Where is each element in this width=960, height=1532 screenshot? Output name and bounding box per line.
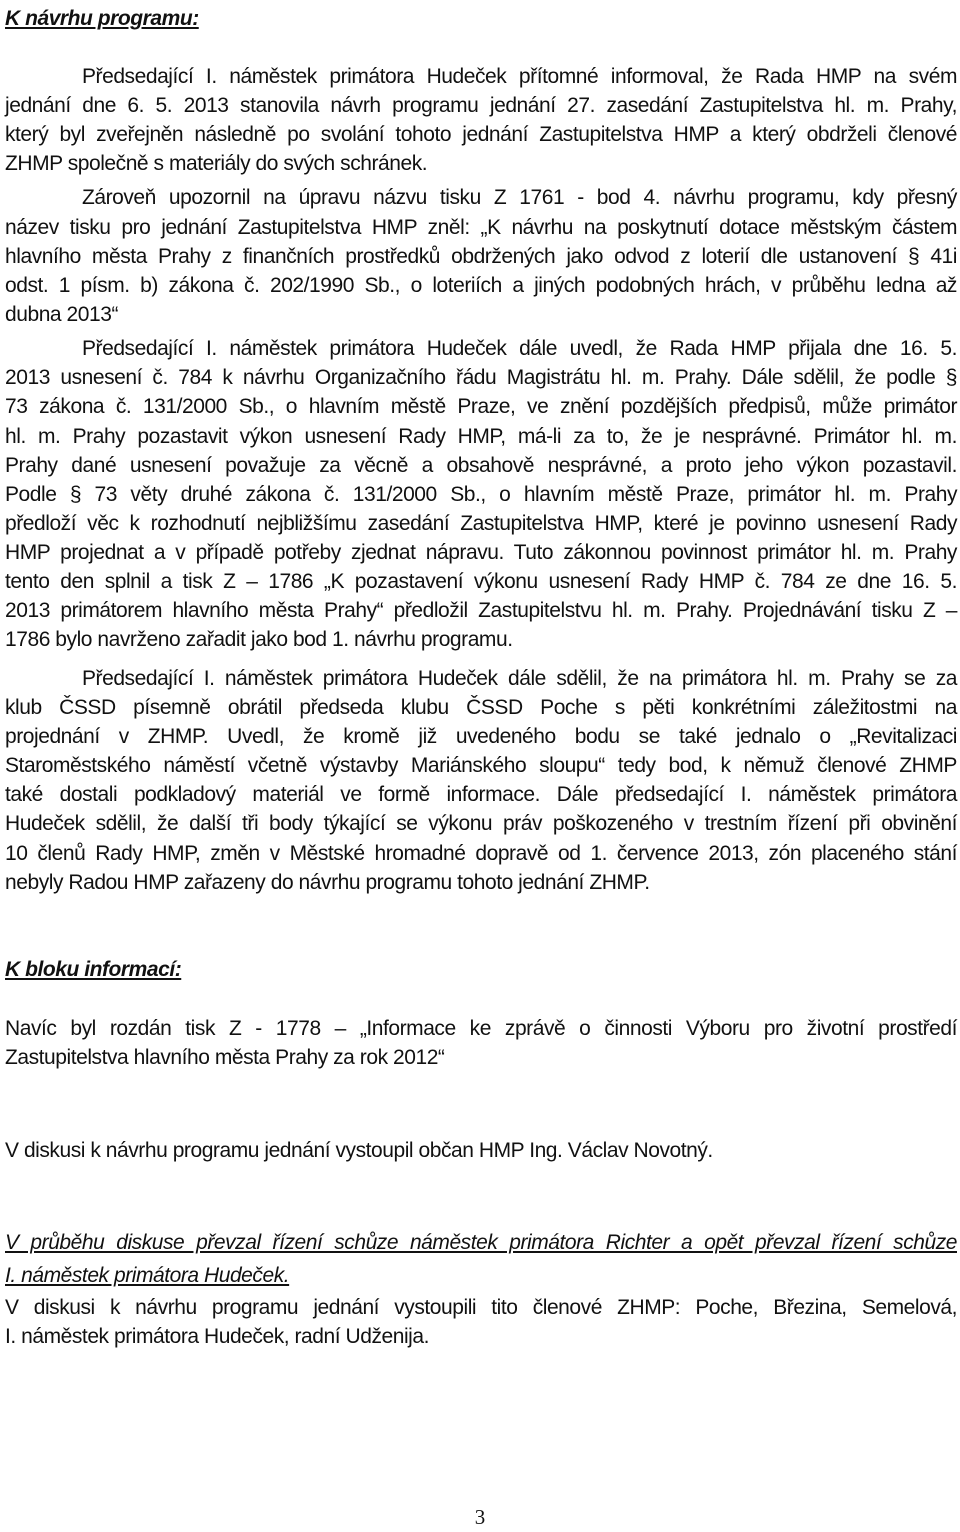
- paragraph-line: předloží věc k rozhodnutí nejbližšímu zasedání Zastupitelstva HMP, které je povinno usnesení Rady: [5, 512, 957, 535]
- paragraph-line: Podle § 73 věty druhé zákona č. 131/2000 Sb., o hlavním městě Praze, primátor hl. m. Prahy: [5, 483, 957, 506]
- section-heading-program: K návrhu programu:: [5, 7, 199, 30]
- paragraph-line: Navíc byl rozdán tisk Z - 1778 – „Informace ke zprávě o činnosti Výboru pro životní prostředí: [5, 1017, 957, 1040]
- paragraph-line: nebyly Radou HMP zařazeny do návrhu programu tohoto jednání ZHMP.: [5, 871, 650, 894]
- paragraph-line: Předsedající I. náměstek primátora Hudeček dále sdělil, že na primátora hl. m. Prahy se za: [82, 667, 957, 690]
- paragraph-line: Předsedající I. náměstek primátora Hudeček dále uvedl, že Rada HMP přijala dne 16. 5.: [82, 337, 957, 360]
- paragraph-line: jednání dne 6. 5. 2013 stanovila návrh programu jednání 27. zasedání Zastupitelstva hl. m. Prahy,: [5, 94, 957, 117]
- paragraph-line: Prahy dané usnesení považuje za věcně a obsahově nesprávné, a proto jeho výkon pozastavil.: [5, 454, 957, 477]
- discussion-line: V diskusi k návrhu programu jednání vystoupil občan HMP Ing. Václav Novotný.: [5, 1139, 713, 1162]
- paragraph-line: projednání v ZHMP. Uvedl, že kromě již uvedeného bodu se také jednalo o „Revitalizaci: [5, 725, 957, 748]
- paragraph-line: odst. 1 písm. b) zákona č. 202/1990 Sb., o loteriích a jiných podobných hrách, v průběhu ledna až: [5, 274, 957, 297]
- speakers-line: V diskusi k návrhu programu jednání vystoupili tito členové ZHMP: Poche, Březina, Semelová,: [5, 1296, 957, 1319]
- section-heading-information: K bloku informací:: [5, 958, 182, 981]
- paragraph-line: Hudeček sdělil, že další tři body týkající se výkonu práv poškozeného v trestním řízení při obvinění: [5, 812, 957, 835]
- paragraph-line: Staroměstského náměstí včetně výstavby Mariánského sloupu“ tedy bod, k němuž členové ZHMP: [5, 754, 957, 777]
- chair-change-note: V průběhu diskuse převzal řízení schůze náměstek primátora Richter a opět převzal řízení schůze: [5, 1231, 957, 1254]
- paragraph-line: hlavního města Prahy z finančních prostředků obdržených jako odvod z loterií dle ustanovení § 41i: [5, 245, 957, 268]
- paragraph-line: Zastupitelstva hlavního města Prahy za rok 2012“: [5, 1046, 445, 1069]
- paragraph-line: Předsedající I. náměstek primátora Hudeček přítomné informoval, že Rada HMP na svém: [82, 65, 957, 88]
- paragraph-line: 10 členů Rady HMP, změn v Městské hromadné dopravě od 1. července 2013, zón placeného stání: [5, 842, 957, 865]
- page-number: 3: [474, 1505, 486, 1529]
- paragraph-line: ZHMP společně s materiály do svých schránek.: [5, 152, 428, 175]
- paragraph-line: který byl zveřejněn následně po svolání tohoto jednání Zastupitelstva HMP a který obdrželi členové: [5, 123, 957, 146]
- paragraph-line: název tisku pro jednání Zastupitelstva HMP zněl: „K návrhu na poskytnutí dotace městským částem: [5, 216, 957, 239]
- chair-change-note: I. náměstek primátora Hudeček.: [5, 1264, 290, 1287]
- paragraph-line: tento den splnil a tisk Z – 1786 „K pozastavení výkonu usnesení Rady HMP č. 784 ze dne 16. 5.: [5, 570, 957, 593]
- paragraph-line: Zároveň upozornil na úpravu názvu tisku Z 1761 - bod 4. návrhu programu, kdy přesný: [82, 186, 957, 209]
- paragraph-line: hl. m. Prahy pozastavit výkon usnesení Rady HMP, má-li za to, že je nesprávné. Primátor hl. m.: [5, 425, 957, 448]
- paragraph-line: 2013 usnesení č. 784 k návrhu Organizačního řádu Magistrátu hl. m. Prahy. Dále sdělil, že podle §: [5, 366, 957, 389]
- paragraph-line: 2013 primátorem hlavního města Prahy“ předložil Zastupitelstvu hl. m. Prahy. Projednávání tisku Z –: [5, 599, 957, 622]
- paragraph-line: 73 zákona č. 131/2000 Sb., o hlavním městě Praze, ve znění pozdějších předpisů, může primátor: [5, 395, 957, 418]
- paragraph-line: 1786 bylo navrženo zařadit jako bod 1. návrhu programu.: [5, 628, 513, 651]
- speakers-line: I. náměstek primátora Hudeček, radní Udženija.: [5, 1325, 430, 1348]
- paragraph-line: dubna 2013“: [5, 303, 118, 326]
- paragraph-line: také dostali podkladový materiál ve formě informace. Dále předsedající I. náměstek primátora: [5, 783, 957, 806]
- paragraph-line: klub ČSSD písemně obrátil předseda klubu ČSSD Poche s pěti konkrétními záležitostmi na: [5, 696, 957, 719]
- paragraph-line: HMP projednat a v případě potřeby zjednat nápravu. Tuto zákonnou povinnost primátor hl. m. Prahy: [5, 541, 957, 564]
